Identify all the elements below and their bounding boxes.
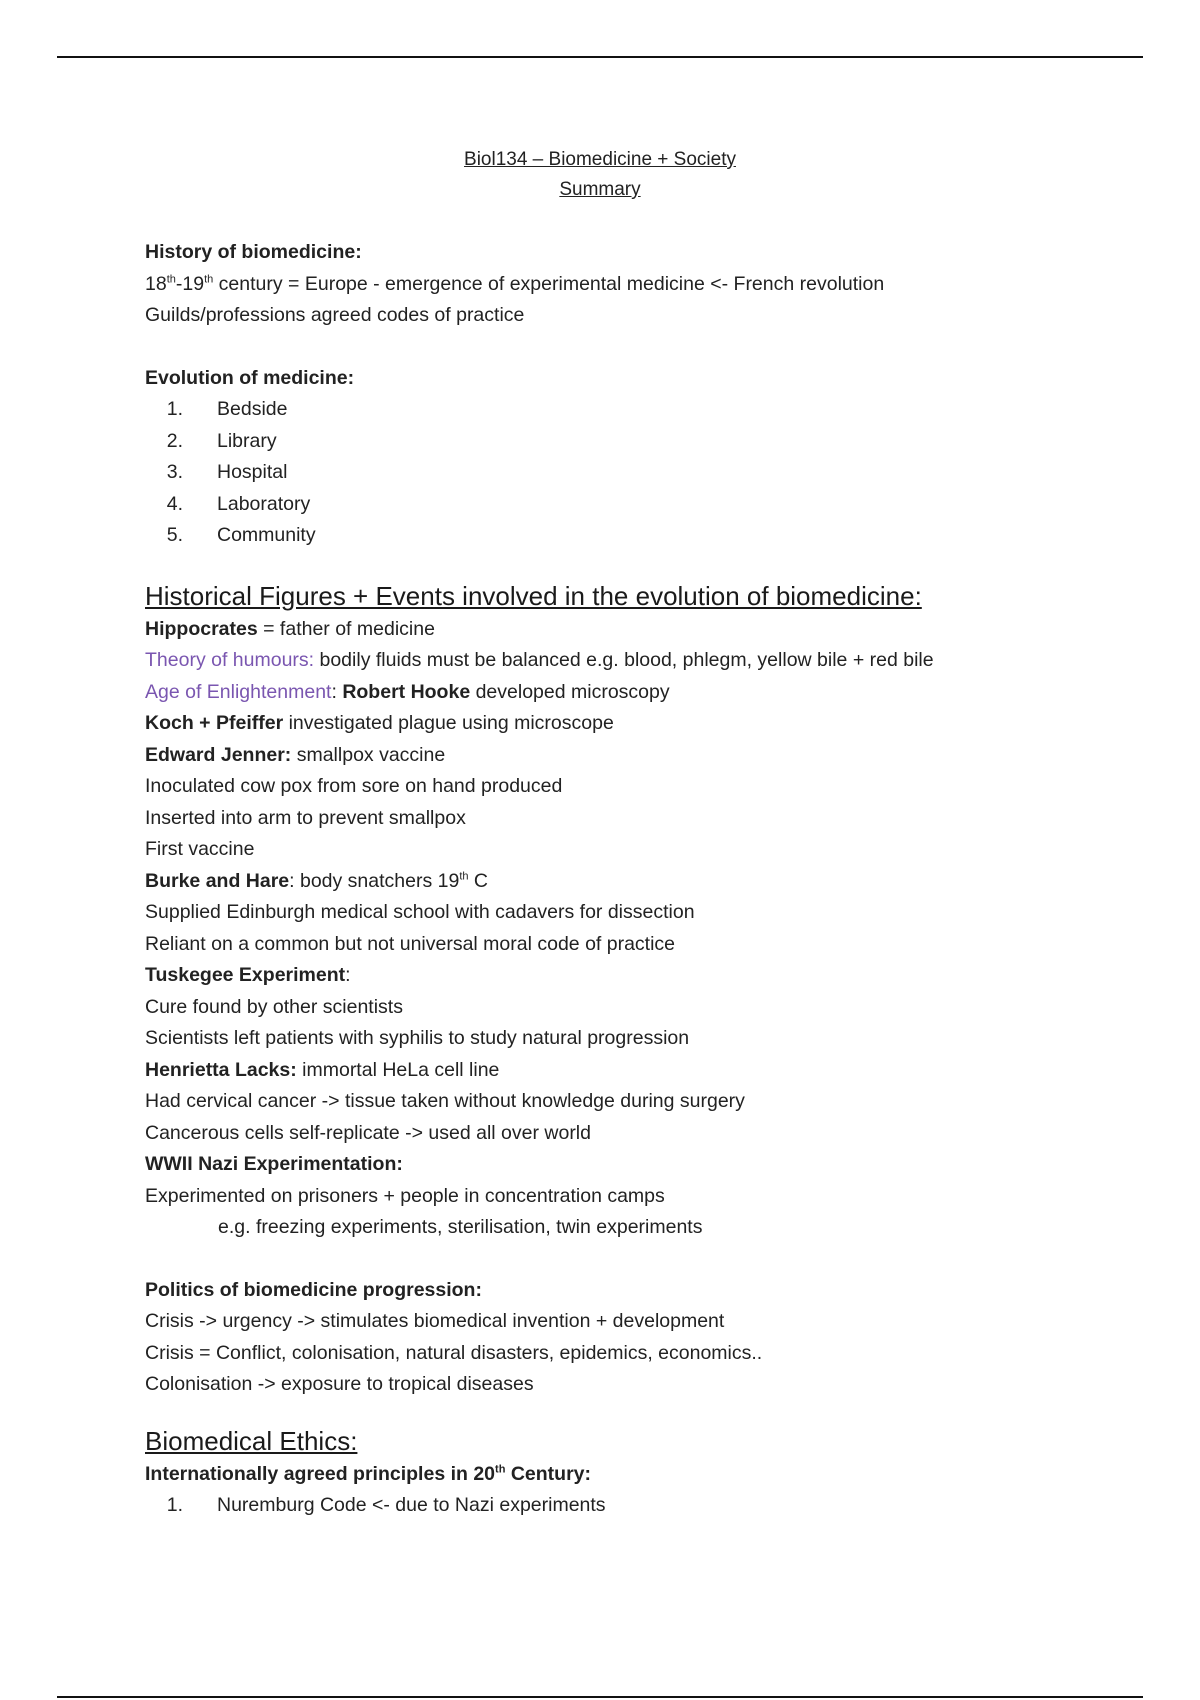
jenner-detail-2: Inserted into arm to prevent smallpox [145,806,466,829]
list-item: 1. Nuremburg Code <- due to Nazi experiments [166,1494,606,1516]
politics-heading: Politics of biomedicine progression: [145,1278,482,1301]
history-line-1: 18th-19th century = Europe - emergence of experimental medicine <- French revolution [145,272,885,295]
document-subtitle: Summary [559,179,641,200]
koch-line: Koch + Pfeiffer investigated plague using microscope [145,712,614,734]
burke-detail-2: Reliant on a common but not universal moral code of practice [145,932,676,955]
tuskegee-detail-2: Scientists left patients with syphilis to study natural progression [145,1027,690,1049]
list-item: 3. Hospital [166,461,288,483]
tuskegee-line: Tuskegee Experiment: [145,964,351,986]
ethics-heading: Biomedical Ethics: [145,1425,358,1456]
document-page [145,145,1045,1522]
burke-detail-1: Supplied Edinburgh medical school with cadavers for dissection [145,901,695,923]
jenner-detail-3: First vaccine [145,838,255,860]
jenner-line: Edward Jenner: smallpox vaccine [145,743,446,766]
politics-line-2: Crisis = Conflict, colonisation, natural disasters, epidemics, economics.. [145,1341,763,1364]
list-item: 5. Community [166,524,316,546]
humours-line: Theory of humours: bodily fluids must be balanced e.g. blood, phlegm, yellow bile + red bile [145,649,934,671]
history-heading: History of biomedicine: [145,241,362,263]
top-rule [57,56,1143,58]
burke-line: Burke and Hare: body snatchers 19th C [145,869,489,892]
politics-line-3: Colonisation -> exposure to tropical diseases [145,1373,534,1395]
history-line-2: Guilds/professions agreed codes of practice [145,304,525,326]
bottom-rule [57,1696,1143,1698]
nazi-detail-1: Experimented on prisoners + people in concentration camps [145,1184,665,1207]
politics-line-1: Crisis -> urgency -> stimulates biomedical invention + development [145,1310,725,1332]
list-item: 1. Bedside [166,398,288,420]
figures-heading: Historical Figures + Events involved in the evolution of biomedicine: [145,580,922,611]
lacks-line: Henrietta Lacks: immortal HeLa cell line [145,1058,500,1081]
ethics-list [145,1490,1045,1522]
jenner-detail-1: Inoculated cow pox from sore on hand produced [145,775,563,797]
tuskegee-detail-1: Cure found by other scientists [145,995,403,1018]
document-title: Biol134 – Biomedicine + Society [464,149,736,170]
nazi-line: WWII Nazi Experimentation: [145,1153,403,1175]
evolution-heading: Evolution of medicine: [145,366,355,389]
lacks-detail-2: Cancerous cells self-replicate -> used all over world [145,1121,591,1144]
hippocrates-line: Hippocrates = father of medicine [145,617,435,640]
enlightenment-line: Age of Enlightenment: Robert Hooke developed microscopy [145,680,670,703]
nazi-detail-2: e.g. freezing experiments, sterilisation, twin experiments [218,1216,703,1238]
list-item: 4. Laboratory [166,492,311,515]
evolution-list [145,394,1045,552]
list-item: 2. Library [166,429,277,452]
title-block [0,145,1200,205]
ethics-subheading: Internationally agreed principles in 20th Century: [145,1462,592,1485]
lacks-detail-1: Had cervical cancer -> tissue taken without knowledge during surgery [145,1090,745,1112]
